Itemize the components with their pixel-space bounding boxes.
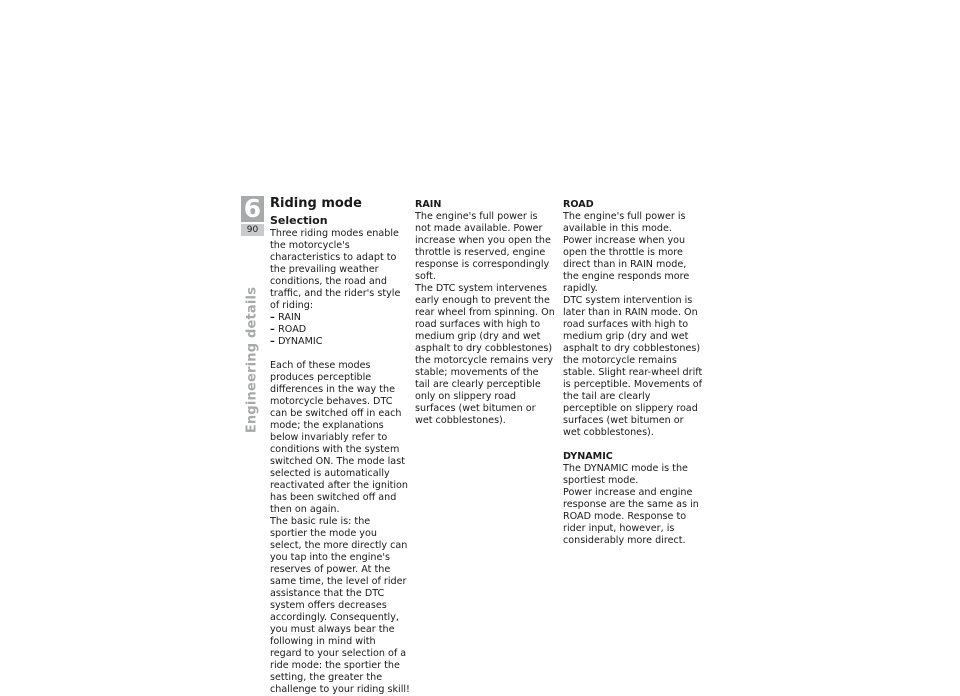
mode-list-item: – DYNAMIC [270,336,410,348]
road-dtc-paragraph: DTC system intervention is later than in RAIN mode. On road surfaces with high to medium grip (dry and wet asphalt to dry cobblestones) the motorcycle remains stable. Slight rear-wheel drift is perceptible. Movements of the tail are clearly perceptible on slippery road surfaces (wet bitumen or wet cobblestones). [563,295,703,438]
text-column-1 [270,196,410,696]
road-paragraph: The engine's full power is available in this mode. Power increase when you open the throttle is more direct than in RAIN mode, the engine responds more rapidly. [563,211,690,294]
rain-paragraph: The engine's full power is not made available. Power increase when you open the throttle is reserved, engine response is correspondingly soft. [415,211,551,282]
rain-dtc-paragraph: The DTC system intervenes early enough to prevent the rear wheel from spinning. On road surfaces with high to medium grip (dry and wet asphalt to dry cobblestones) the motorcycle remains very stable; movements of the tail are clearly perceptible only on slippery road surfaces (wet bitumen or wet cobblestones). [415,283,555,426]
page-number: 90 [241,224,264,236]
mode-list-item: – RAIN [270,312,410,324]
mode-list [270,312,410,348]
section-title: Riding mode [270,196,362,211]
dynamic-heading: DYNAMIC [563,451,613,462]
selection-paragraph: Each of these modes produces perceptible differences in the way the motorcycle behaves. DTC can be switched off in each mode; the explanations below invariably refer to conditions with the system switched ON. The mode last selected is automatically reactivated after the ignition has been switched off and then on again. [270,360,408,515]
mode-list-item: – ROAD [270,324,410,336]
chapter-number-badge: 6 [241,196,264,222]
road-heading: ROAD [563,199,594,210]
text-column-2 [415,199,555,427]
basic-rule-paragraph: The basic rule is: the sportier the mode you select, the more directly can you tap into the engine's reserves of power. At the same time, the level of rider assistance that the DTC system offers decreases accordingly. Consequently, you must always bear the following in mind with regard to your selection of a ride mode: the sportier the setting, the greater the challenge to your riding skill! [270,516,410,695]
chapter-side-label: Engineering details [244,286,260,434]
dynamic-paragraph: The DYNAMIC mode is the sportiest mode. [563,463,688,486]
selection-heading: Selection [270,214,328,227]
text-column-3 [563,199,703,547]
selection-intro: Three riding modes enable the motorcycle's characteristics to adapt to the prevailing weather conditions, the road and traffic, and the rider's style of riding: [270,228,401,311]
rain-heading: RAIN [415,199,442,210]
dynamic-response-paragraph: Power increase and engine response are the same as in ROAD mode. Response to rider input, however, is considerably more direct. [563,487,699,546]
